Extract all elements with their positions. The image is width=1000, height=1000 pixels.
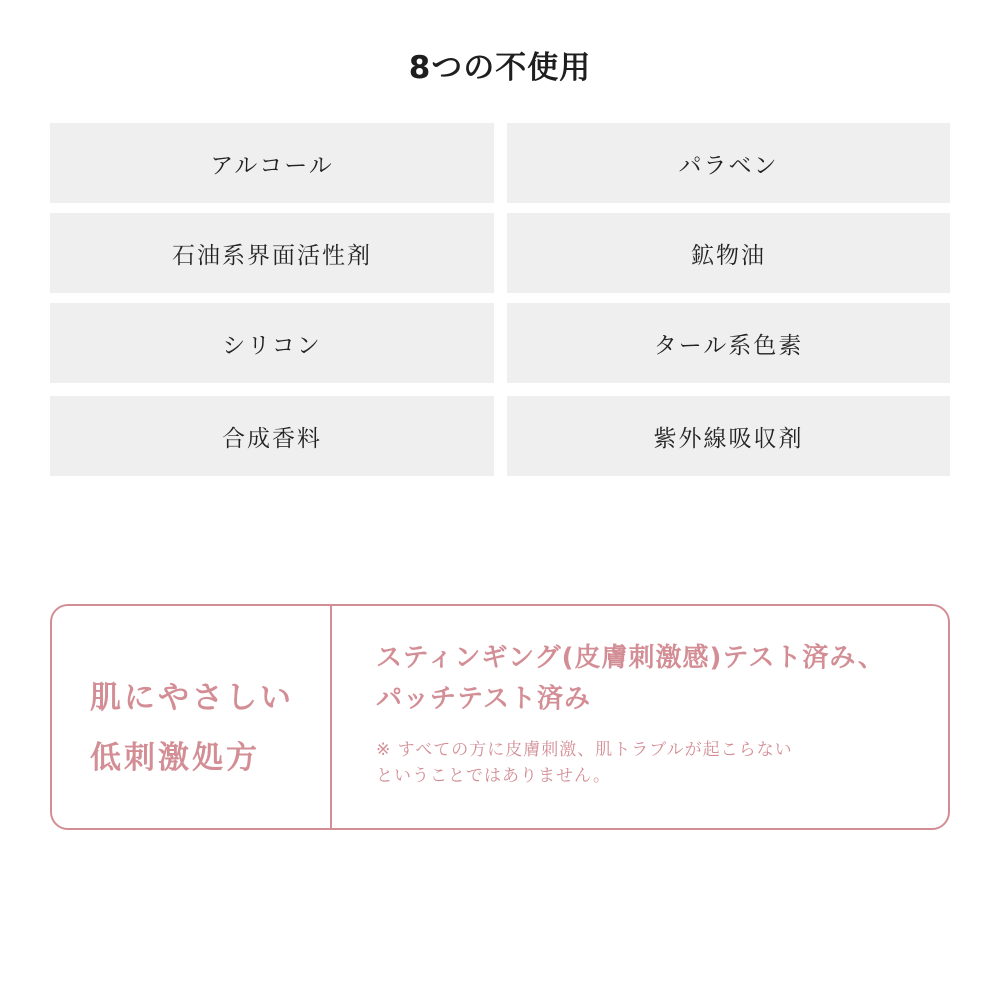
free-from-item-silicone: シリコン <box>50 303 494 383</box>
page-title: 8つの不使用 <box>408 50 592 86</box>
free-from-item-synthetic-fragrance: 合成香料 <box>50 396 494 476</box>
free-from-item-paraben: パラベン <box>507 123 950 203</box>
test-claim-line: スティンギング(皮膚刺激感)テスト済み、 <box>376 643 885 673</box>
feature-box-divider <box>330 606 332 828</box>
free-from-item-tar-dye: タール系色素 <box>507 303 950 383</box>
feature-box-heading-line: 低刺激処方 <box>90 740 260 776</box>
test-claim-line: パッチテスト済み <box>376 684 591 714</box>
feature-box <box>50 604 950 830</box>
feature-box-heading-line: 肌にやさしい <box>90 680 294 716</box>
free-from-item-uv-absorber: 紫外線吸収剤 <box>507 396 950 476</box>
feature-box-disclaimer <box>376 737 793 789</box>
disclaimer-line: ということではありません。 <box>376 766 612 786</box>
disclaimer-line: ※ すべての方に皮膚刺激、肌トラブルが起こらない <box>376 740 793 760</box>
feature-box-test-claims <box>376 638 885 720</box>
free-from-item-mineral-oil: 鉱物油 <box>507 213 950 293</box>
free-from-item-petroleum-surfactant: 石油系界面活性剤 <box>50 213 494 293</box>
free-from-item-alcohol: アルコール <box>50 123 494 203</box>
feature-box-heading <box>90 668 294 788</box>
